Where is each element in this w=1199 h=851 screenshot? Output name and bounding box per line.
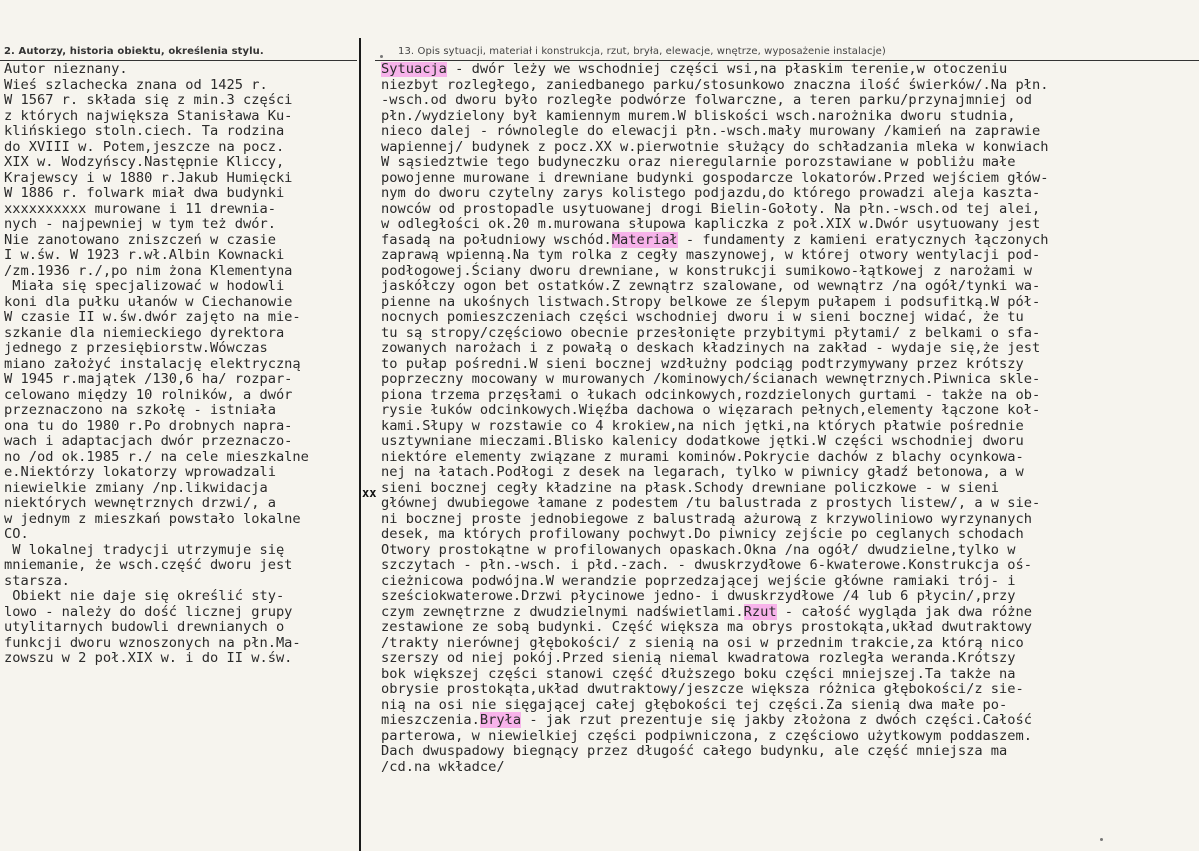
text-line xyxy=(381,372,1199,388)
text-line xyxy=(381,434,1199,450)
text-segment: nym do dworu czytelny zarys kolistego podjazdu,do którego prowadzi aleja kaszta- xyxy=(381,185,1041,201)
text-line xyxy=(381,620,1199,636)
text-segment: niektóre elementy związane z murami kominów.Pokrycie dachów z blachy ocynkowa- xyxy=(381,448,1024,465)
text-line xyxy=(381,62,1199,78)
right-column-text xyxy=(381,62,1199,775)
text-segment: szczytach - płn.-wsch. i płd.-zach. - dwuskrzydłowe 6-kwaterowe.Konstrukcja oś- xyxy=(381,557,1033,573)
text-line xyxy=(381,698,1199,714)
text-segment: sieni bocznej cegły kładzine na płask.Schody drewniane policzkowe - w sieni xyxy=(381,479,1000,496)
text-line: z których największa Stanisława Ku- xyxy=(4,107,293,124)
text-line: /zm.1936 r./,po nim żona Klementyna xyxy=(4,262,293,279)
text-segment: głównej dwubiegowe łamane z podestem /tu balustrada z prostych listew/, a w sie- xyxy=(381,495,1041,511)
text-line: lowo - należy do dość licznej grupy xyxy=(4,603,293,620)
text-line xyxy=(381,341,1199,357)
text-line xyxy=(381,248,1199,264)
text-segment: szerszy od niej pokój.Przed sienią niemal kwadratowa rozległa weranda.Krótszy xyxy=(381,650,1016,666)
text-segment: pienne na ukośnych listwach.Stropy belkowe ze ślepym pułapem i podsufitką.W pół- xyxy=(381,293,1041,310)
text-segment: niezbyt rozległego, zaniedbanego parku/stosunkowo znaczna ilość świerków/.Na płn. xyxy=(381,76,1049,93)
text-line: funkcji dworu wznoszonych na płn.Ma- xyxy=(4,634,301,651)
text-segment: /trakty nierównej głębokości/ z sienią na osi w przednim trakcie,za którą nico xyxy=(381,634,1024,651)
text-line: w jednym z mieszkań powstało lokalne xyxy=(4,510,301,527)
text-line xyxy=(381,326,1199,342)
text-line: mniemanie, że wsch.część dworu jest xyxy=(4,557,293,573)
text-line: niektórych wewnętrznych drzwi/, a xyxy=(4,495,276,511)
text-segment: cieżnicowa podwójna.W werandzie poprzedzającej wejście główne ramiaki trój- i xyxy=(381,572,1016,589)
text-line xyxy=(381,419,1199,435)
text-segment: wapiennej/ budynek z pocz.XX w.pierwotnie służący do schładzania mleka w konwiach xyxy=(381,138,1049,155)
text-line xyxy=(381,264,1199,280)
text-segment: jaskółczy ogon bet ostatków.Z zewnątrz szalowane, od wewnątrz /na ogół/tynki wa- xyxy=(381,278,1041,294)
text-segment: płn./wydzielony był kamiennym murem.W bliskości wsch.narożnika dworu studnia, xyxy=(381,107,1016,124)
text-line: miano założyć instalację elektryczną xyxy=(4,355,301,372)
text-segment: nowców od prostopadle usytuowanej drogi Bielin-Gołoty. Na płn.-wsch.od tej alei, xyxy=(381,200,1041,217)
text-line xyxy=(381,124,1199,140)
column-divider xyxy=(359,38,361,851)
paper-speck xyxy=(380,55,383,58)
paper-speck xyxy=(1100,838,1103,841)
text-line xyxy=(381,760,1199,776)
text-segment: nej na łatach.Podłogi z desek na legarach, tylko w piwnicy gładź betonowa, a w xyxy=(381,464,1024,480)
text-line xyxy=(381,465,1199,481)
text-segment: zestawione ze sobą budynki. Część większa ma obrys prostokąta,układ dwutraktowy xyxy=(381,619,1033,635)
text-segment: nieco dalej - równolegle do elewacji płn.-wsch.mały murowany /kamień na zaprawie xyxy=(381,123,1041,139)
text-line: Nie zanotowano zniszczeń w czasie xyxy=(4,231,276,248)
text-segment: -wsch.od dworu było rozległe podwórze folwarczne, a teren parku/przynajmniej od xyxy=(381,92,1033,108)
text-line: koni dla pułku ułanów w Ciechanowie xyxy=(4,293,293,310)
text-line xyxy=(381,543,1199,559)
text-line xyxy=(381,651,1199,667)
text-line xyxy=(381,682,1199,698)
highlighted-section-heading: Rzut xyxy=(743,603,777,620)
text-line xyxy=(381,217,1199,233)
text-line xyxy=(381,109,1199,125)
text-segment: W sąsiedztwie tego budyneczku oraz nieregularnie porozstawiane w pobliżu małe xyxy=(381,154,1016,170)
text-line: Obiekt nie daje się określić sty- xyxy=(4,588,285,604)
text-line: niewielkie zmiany /np.likwidacja xyxy=(4,479,268,496)
text-segment: w odległości ok.20 m.murowana słupowa kapliczka z poł.XIX w.Dwór usytuowany jest xyxy=(381,216,1041,232)
text-line xyxy=(381,78,1199,94)
header-rule-left xyxy=(0,60,357,61)
text-line: Miała się specjalizować w hodowli xyxy=(4,278,285,294)
text-segment: obrysie prostokąta,układ dwutraktowy/jeszcze większa różnica głębokości/z sie- xyxy=(381,681,1024,697)
text-line: CO. xyxy=(4,526,29,542)
text-line xyxy=(381,357,1199,373)
header-rule-right xyxy=(375,60,1199,61)
text-segment: fasadą na południowy wschód. xyxy=(381,231,612,248)
text-segment: - fundamenty z kamieni eratycznych łączonych xyxy=(677,231,1049,248)
highlighted-section-heading: Sytuacja xyxy=(381,62,447,77)
text-segment: - jak rzut prezentuje się jakby złożona z dwóch części.Całość xyxy=(521,712,1033,728)
text-line: XIX w. Wodzyńscy.Następnie Kliccy, xyxy=(4,154,285,170)
text-segment: ni bocznej proste jednobiegowe z balustradą ażurową z krzywoliniowo wyrzynanych xyxy=(381,510,1033,527)
text-line: I w.św. W 1923 r.wł.Albin Kownacki xyxy=(4,247,285,263)
text-segment: kami.Słupy w rozstawie co 4 krokiew,na nich jętki,na których płatwie pośrednie xyxy=(381,417,1024,434)
text-segment: Otwory prostokątne w profilowanych opaskach.Okna /na ogół/ dwudzielne,tylko w xyxy=(381,541,1016,558)
highlighted-section-heading: Bryła xyxy=(479,712,522,728)
text-line: przeznaczono na szkołę - istniała xyxy=(4,402,276,418)
text-line: zowszu w 2 poł.XIX w. i do II w.św. xyxy=(4,650,293,666)
text-segment: mieszczenia. xyxy=(381,712,480,728)
text-line: Autor nieznany. xyxy=(4,62,128,77)
text-line xyxy=(381,605,1199,621)
text-segment: powojenne murowane i drewniane budynki gospodarcze lokatorów.Przed wejściem głów- xyxy=(381,169,1049,186)
text-segment: desek, ma których profilowany pochwyt.Do piwnicy zejście po ceglanych schodach xyxy=(381,526,1024,542)
text-segment: czym zewnętrzne z dwudzielnymi nadświetlami. xyxy=(381,603,744,620)
text-line xyxy=(381,295,1199,311)
text-line xyxy=(381,155,1199,171)
text-line: W czasie II w.św.dwór zajęto na mie- xyxy=(4,309,301,325)
text-segment: Dach dwuspadowy biegnący przez długość całego budynku, ale część mniejsza ma xyxy=(381,743,1008,759)
text-line xyxy=(381,403,1199,419)
text-segment: zowanych narożach i z powałą o deskach kładzinych na zakład - wydaje się,że jest xyxy=(381,340,1041,356)
highlighted-section-heading: Materiał xyxy=(611,231,678,248)
text-line: W lokalnej tradycji utrzymuje się xyxy=(4,541,285,558)
text-segment: to pułap pośredni.W sieni bocznej wzdłużny podciąg podtrzymywany przez krótszy xyxy=(381,355,1024,372)
text-line: W 1945 r.majątek /130,6 ha/ rozpar- xyxy=(4,371,293,387)
text-line: no /od ok.1985 r./ na cele mieszkalne xyxy=(4,448,309,465)
text-segment: - całość wygląda jak dwa różne xyxy=(776,603,1033,620)
text-line: nych - najpewniej w tym też dwór. xyxy=(4,216,276,232)
text-line xyxy=(381,512,1199,528)
text-line: e.Niektórzy lokatorzy wprowadzali xyxy=(4,464,276,480)
text-line xyxy=(381,310,1199,326)
text-line xyxy=(381,186,1199,202)
text-segment: sześciokwaterowe.Drzwi płycinowe jedno- i dwuskrzydłowe /4 lub 6 płycin/,przy xyxy=(381,588,1016,604)
text-line: ona tu do 1980 r.Po drobnych napra- xyxy=(4,417,293,434)
text-line xyxy=(381,496,1199,512)
text-segment: piona trzema przęsłami o łukach odcinkowych,rozdzielonych gurtami - także na ob- xyxy=(381,386,1041,403)
text-segment: /cd.na wkładce/ xyxy=(381,758,505,775)
text-line xyxy=(381,574,1199,590)
text-line: xxxxxxxxxx murowane i 11 drewnia- xyxy=(4,200,276,217)
text-line xyxy=(381,388,1199,404)
header-right: 13. Opis sytuacji, materiał i konstrukcja, rzut, bryła, elewacje, wnętrze, wyposażenie instalacje) xyxy=(398,46,886,57)
text-segment: nią na osi nie sięgającej całej głębokości tej części.Za sienią dwa małe po- xyxy=(381,696,1008,713)
text-line: W 1567 r. składa się z min.3 części xyxy=(4,92,293,108)
text-segment: rysie łuków odcinkowych.Więźba dachowa o więzarach pełnych,elementy łączone koł- xyxy=(381,402,1041,418)
text-line: klińskiego stoln.ciech. Ta rodzina xyxy=(4,123,285,139)
text-line: Wieś szlachecka znana od 1425 r. xyxy=(4,76,268,93)
text-line xyxy=(381,140,1199,156)
text-line: wach i adaptacjach dwór przeznaczo- xyxy=(4,433,293,449)
text-line xyxy=(381,279,1199,295)
text-segment: tu są stropy/częściowo obecnie przesłonięte przybitymi płytami/ z belkami o sfa- xyxy=(381,324,1041,341)
text-segment: poprzeczny mocowany w murowanych /kominowych/ścianach wewnętrznych.Piwnica skle- xyxy=(381,371,1041,387)
text-line xyxy=(381,744,1199,760)
text-line xyxy=(381,589,1199,605)
left-column-text xyxy=(4,62,359,667)
text-line: W 1886 r. folwark miał dwa budynki xyxy=(4,185,285,201)
text-line xyxy=(381,527,1199,543)
text-line: Krajewscy i w 1880 r.Jakub Humięcki xyxy=(4,169,293,186)
text-segment: usztywniane mieczami.Blisko kalenicy dodatkowe jętki.W części wschodniej dworu xyxy=(381,433,1024,449)
text-line: utylitarnych budowli drewnianych o xyxy=(4,619,285,635)
text-line: szkanie dla niemieckiego dyrektora xyxy=(4,324,285,341)
text-line xyxy=(381,481,1199,497)
text-line xyxy=(381,558,1199,574)
text-segment: - dwór leży we wschodniej części wsi,na płaskim terenie,w otoczeniu xyxy=(446,62,1008,77)
text-line: celowano między 10 rolników, a dwór xyxy=(4,386,293,403)
text-line xyxy=(381,202,1199,218)
text-line xyxy=(381,729,1199,745)
header-left: 2. Autorzy, historia obiektu, określenia stylu. xyxy=(4,46,264,57)
text-line xyxy=(381,667,1199,683)
text-segment: nocnych pomieszczeniach części wschodniej dworu i w sieni bocznej widać, że tu xyxy=(381,309,1024,325)
text-line xyxy=(381,171,1199,187)
text-line: do XVIII w. Potem,jeszcze na pocz. xyxy=(4,138,285,155)
text-segment: parterowa, w niewielkiej części podpiwniczona, z częściowo użytkowym poddaszem. xyxy=(381,727,1033,744)
text-line xyxy=(381,93,1199,109)
margin-mark: xx xyxy=(362,486,377,500)
text-line: jednego z przesiębiorstw.Wówczas xyxy=(4,340,268,356)
text-line xyxy=(381,450,1199,466)
text-line xyxy=(381,636,1199,652)
text-segment: bok większej części stanowi część dłuższego boku części mniejszej.Ta także na xyxy=(381,665,1016,682)
text-line xyxy=(381,233,1199,249)
text-segment: zaprawą wpienną.Na tym rolka z cegły maszynowej, w której otwory wentylacji pod- xyxy=(381,247,1041,263)
text-line: starsza. xyxy=(4,572,70,589)
text-segment: podłogowej.Ściany dworu drewniane, w konstrukcji sumikowo-łątkowej z narożami w xyxy=(381,262,1033,279)
text-line xyxy=(381,713,1199,729)
